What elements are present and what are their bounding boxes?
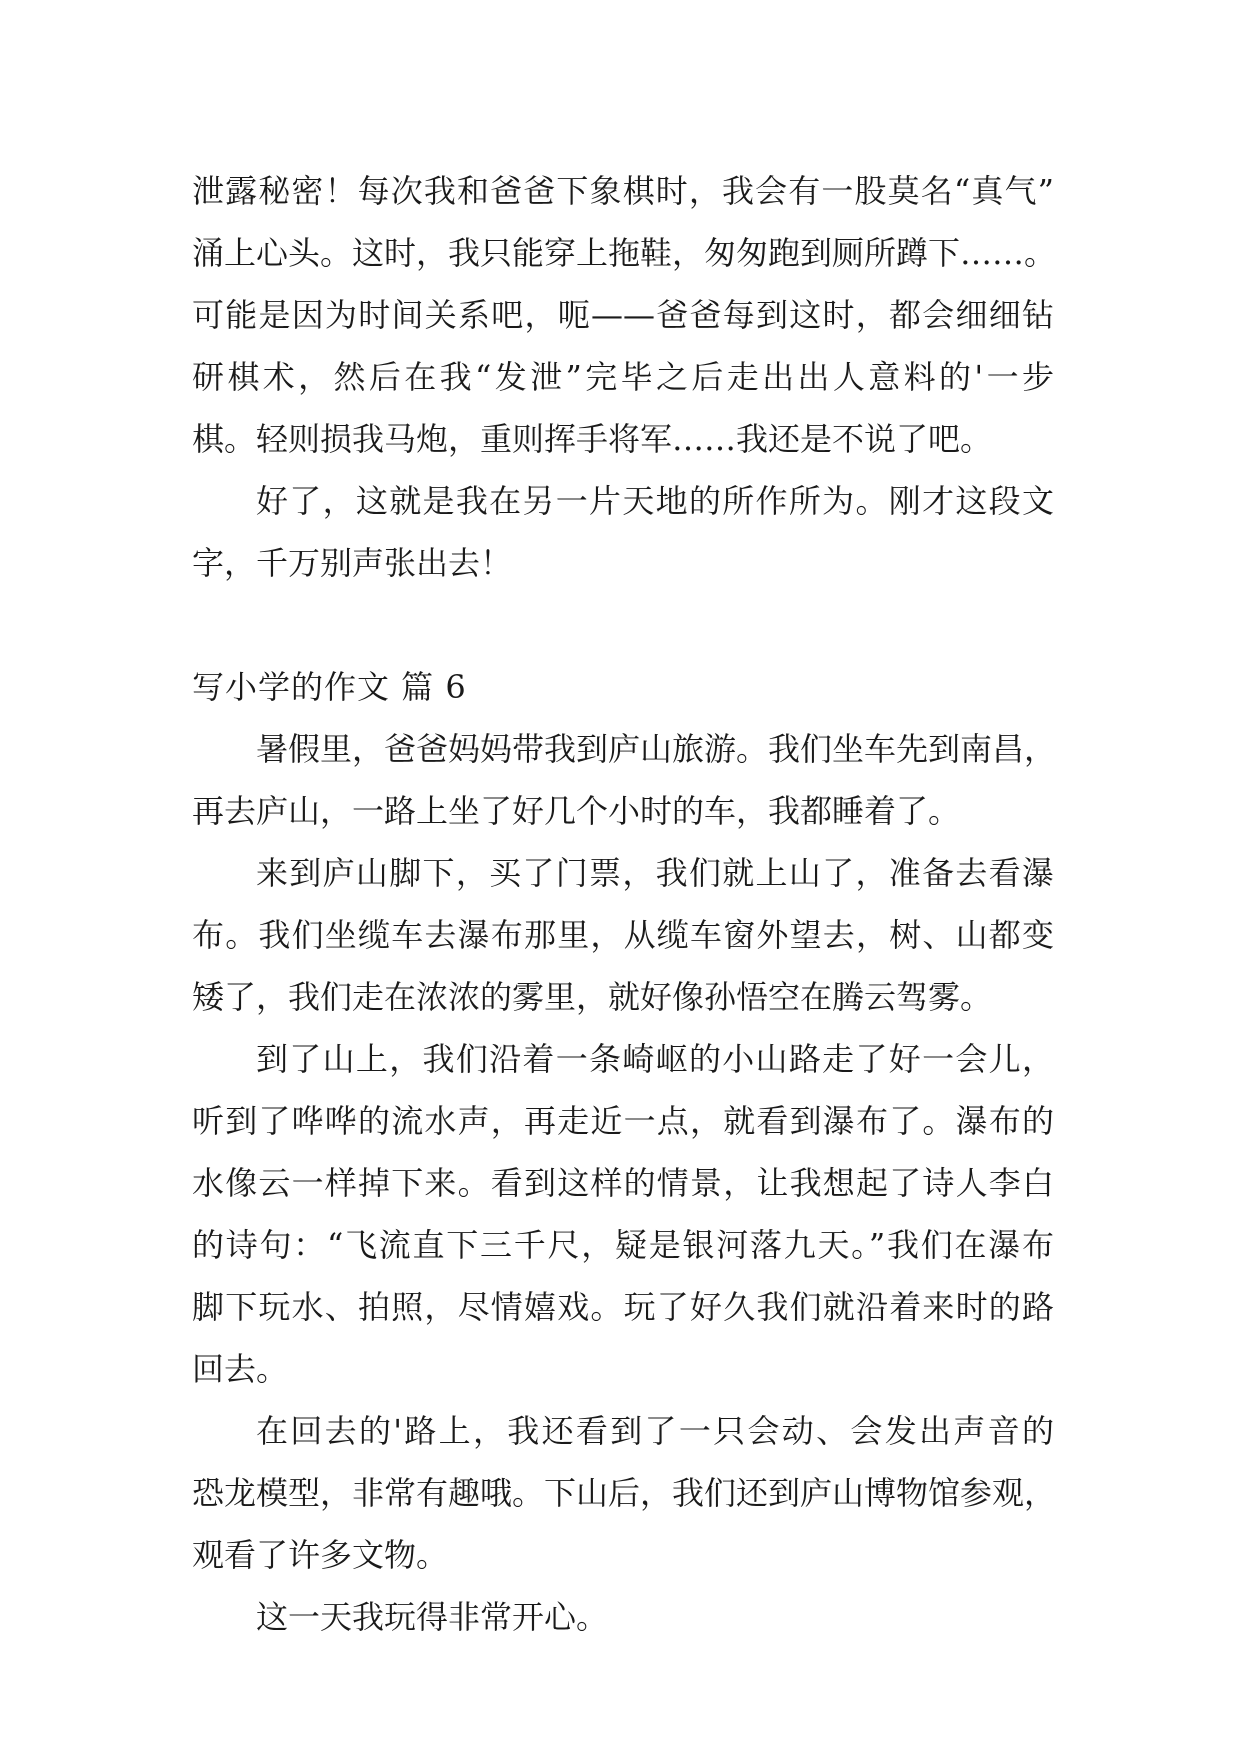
text-line: 在回去的'路上，我还看到了一只会动、会发出声音的: [256, 1412, 1054, 1450]
paragraph-4: [192, 1400, 1057, 1586]
text-line: 观看了许多文物。: [192, 1536, 449, 1574]
paragraph-prev-1: [192, 160, 1057, 470]
text-line: 恐龙模型，非常有趣哦。下山后，我们还到庐山博物馆参观，: [192, 1474, 1057, 1512]
paragraph-2: [192, 842, 1054, 1028]
text-line: 矮了，我们走在浓浓的雾里，就好像孙悟空在腾云驾雾。: [192, 978, 993, 1016]
text-line: 再去庐山，一路上坐了好几个小时的车，我都睡着了。: [192, 792, 961, 830]
text-line: 这一天我玩得非常开心。: [256, 1598, 609, 1636]
text-line: 涌上心头。这时，我只能穿上拖鞋，匆匆跑到厕所蹲下……。: [192, 234, 1057, 272]
text-line: 到了山上，我们沿着一条崎岖的小山路走了好一会儿，: [256, 1040, 1054, 1078]
text-line: 泄露秘密！每次我和爸爸下象棋时，我会有一股莫名“真气”: [192, 172, 1054, 210]
text-line: 听到了哗哗的流水声，再走近一点，就看到瀑布了。瀑布的: [192, 1102, 1054, 1140]
document-page: [192, 160, 1057, 1648]
paragraph-prev-2: [192, 470, 1054, 594]
text-line: 暑假里，爸爸妈妈带我到庐山旅游。我们坐车先到南昌，: [256, 730, 1057, 768]
paragraph-3: [192, 1028, 1054, 1400]
text-line: 研棋术，然后在我“发泄”完毕之后走出出人意料的'一步: [192, 358, 1054, 396]
text-line: 字，千万别声张出去！: [192, 544, 513, 582]
text-line: 可能是因为时间关系吧，呃——爸爸每到这时，都会细细钻: [192, 296, 1054, 334]
paragraph-1: [192, 718, 1057, 842]
section-gap: [192, 594, 1054, 656]
text-line: 棋。轻则损我马炮，重则挥手将军……我还是不说了吧。: [192, 420, 993, 458]
essay-title: 写小学的作文 篇 6: [192, 668, 467, 706]
text-line: 水像云一样掉下来。看到这样的情景，让我想起了诗人李白: [192, 1164, 1054, 1202]
paragraph-5: [192, 1586, 1054, 1648]
text-line: 布。我们坐缆车去瀑布那里，从缆车窗外望去，树、山都变: [192, 916, 1054, 954]
text-line: 好了，这就是我在另一片天地的所作所为。刚才这段文: [256, 482, 1054, 520]
text-line: 脚下玩水、拍照，尽情嬉戏。玩了好久我们就沿着来时的路: [192, 1288, 1054, 1326]
text-line: 回去。: [192, 1350, 289, 1388]
text-line: 的诗句：“飞流直下三千尺，疑是银河落九天。”我们在瀑布: [192, 1226, 1054, 1264]
text-line: 来到庐山脚下，买了门票，我们就上山了，准备去看瀑: [256, 854, 1054, 892]
